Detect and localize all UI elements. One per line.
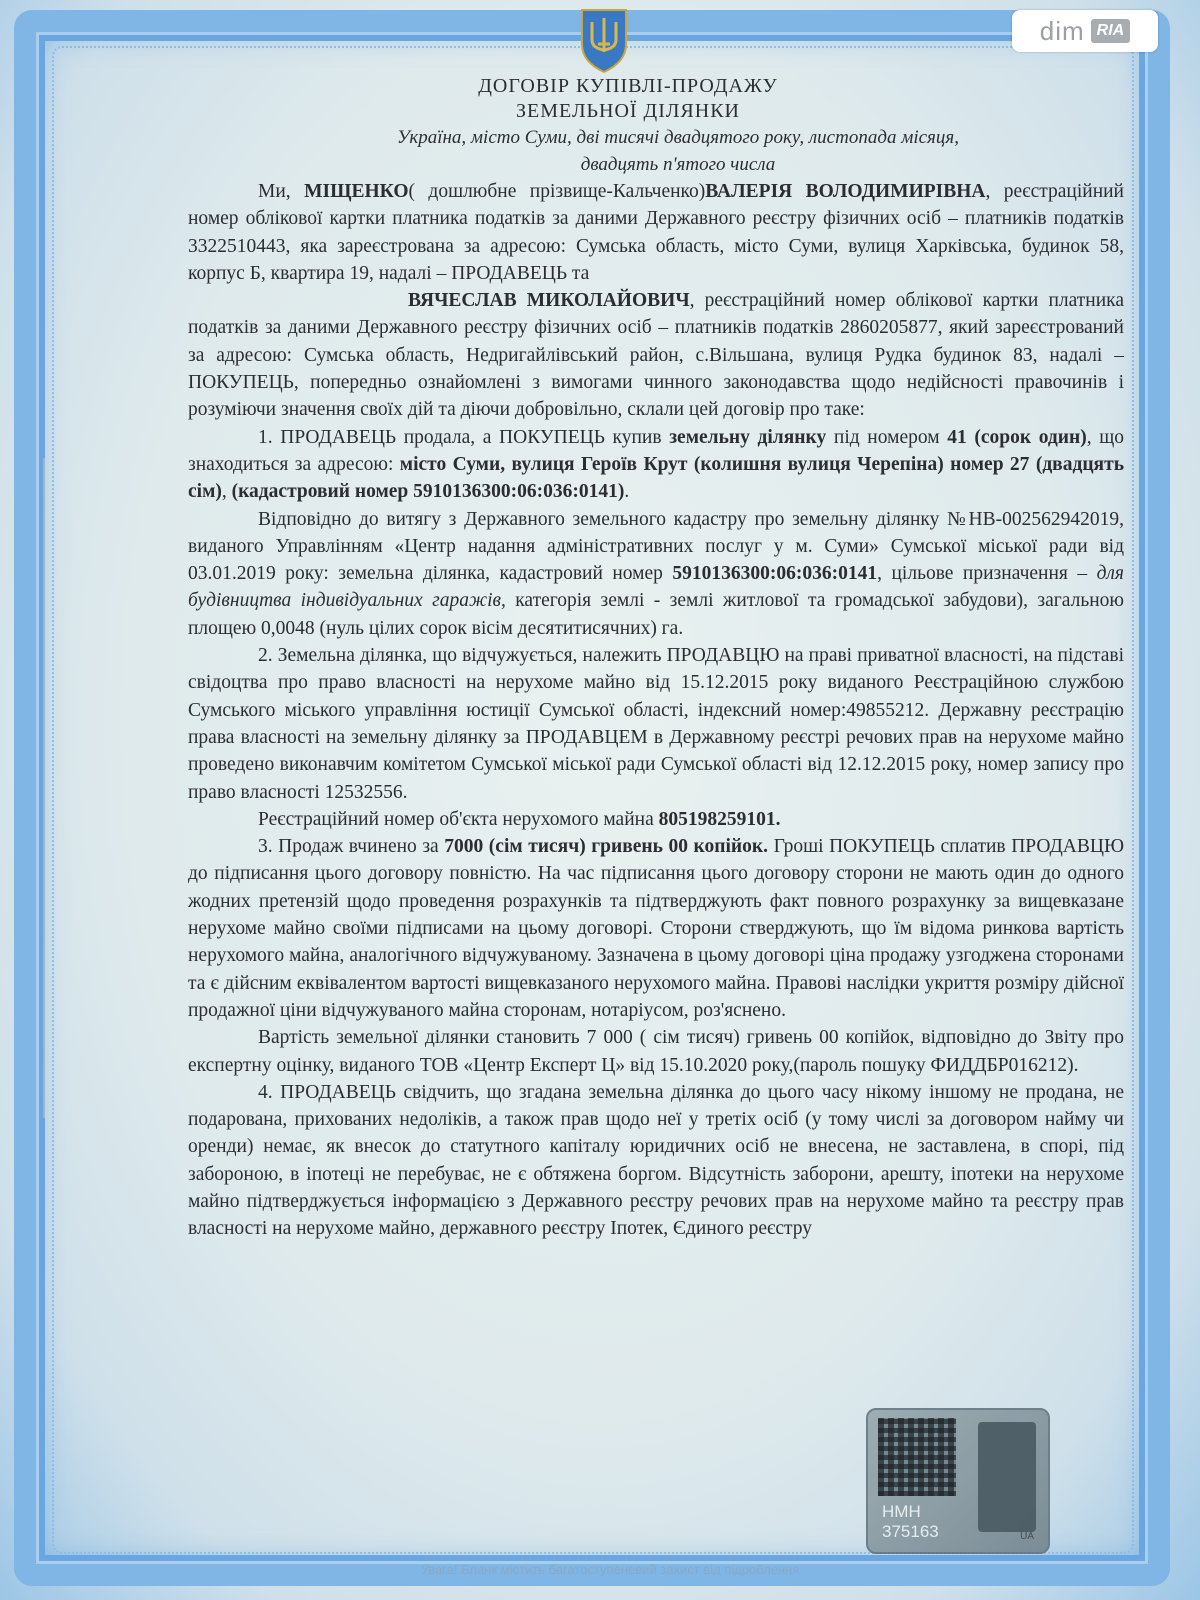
place-date-line-1: Україна, місто Суми, дві тисячі двадцятого року, листопада місяця, [397,127,959,148]
clause-1-address: місто Суми, вулиця Героїв Крут (колишня вулиця Черепіна) номер 27 (двадцять сім) [188,453,1124,503]
clause-3 [188,833,1124,1024]
registration-label: Реєстраційний номер об'єкта нерухомого майна [258,808,659,830]
buyer-name: ВЯЧЕСЛАВ МИКОЛАЙОВИЧ [408,290,690,312]
clause-1-plot-number: 41 (сорок один) [947,426,1087,448]
clause-1-text: . [624,481,630,503]
registration-value: 805198259101. [658,808,781,830]
place-date-line-2: двадцять п'ятого числа [580,154,776,175]
dim-ria-logo[interactable] [1012,10,1158,52]
seller-surname: МІЩЕНКО [304,181,409,202]
document-title [308,74,948,124]
qr-code-icon [878,1418,956,1496]
clause-2: 2. Земельна ділянка, що відчужується, належить ПРОДАВЦЮ на праві приватної власності, на підставі свідоцтва про право власності на нерухоме майно від 15.12.2015 року виданого Реєстраційною службою Сумського міського управління юстиції Сумської області, індексний номер:49855212. Державну реєстрацію права власності на земельну ділянку за ПРОДАВЦЕМ в Державному реєстрі речових прав на нерухоме майно проведено виконавчим комітетом Сумської міської ради Сумської області від 12.12.2015 року, номер запису про право власності 12532556. [188,645,1124,803]
seller-paragraph [188,178,1124,287]
extract-text: категорія землі - землі житлової та громадської забудови), загальною площею 0,0048 (нуль цілих сорок вісім десятитисячних) га. [188,590,1124,639]
buyer-paragraph [188,287,1124,423]
clause-1-text: 1. ПРОДАВЕЦЬ продала, а ПОКУПЕЦЬ купив [258,426,670,448]
seller-details: , реєстраційний номер облікової картки платника податків за даними Державного реєстру фізичних осіб – платників податків 3322510443, яка зареєстрована за адресою: Сумська область, місто Суми, вулиця Харківська, будинок 58, корпус Б, квартира 19, надалі – ПРОДАВЕЦЬ та [188,181,1124,284]
extract-cadastral: 5910136300:06:036:0141 [672,563,878,585]
clause-1-extract [188,506,1124,642]
buyer-details: , реєстраційний номер облікової картки платника податків за даними Державного реєстру фізичних осіб – платників податків 2860205877, який зареєстрований за адресою: Сумська область, Недригайлівський район, с.Вільшана, вулиця Рудка будинок 83, надалі – ПОКУПЕЦЬ, попередньо ознайомлені з вимогами чинного законодавства щодо недійсності правочинів і розуміючи значення своїх дій та діючи добровільно, склали цей договір про таке: [188,290,1124,421]
seal-series: НМН [882,1502,921,1521]
blank-protection-note: Увага! Бланк містить багатоступеневий захист від підроблення [420,1562,800,1577]
seller-intro: Ми, [258,181,305,202]
clause-1-text: під номером [826,426,948,448]
registration-number [188,806,1124,833]
clause-1-text: , [221,481,232,503]
seller-name: ВАЛЕРІЯ ВОЛОДИМИРІВНА [705,181,986,202]
security-hologram [866,1408,1050,1554]
clause-1-cadastral: (кадастровий номер 5910136300:06:036:0141) [231,481,625,503]
clause-3-value: Вартість земельної ділянки становить 7 000 ( сім тисяч) гривень 00 копійок, відповідно до Звіту про експертну оцінку, виданого ТОВ «Центр Експерт Ц» від 15.10.2020 року,(пароль пошуку ФИДДБР016212). [188,1027,1124,1076]
clause-3-text: 3. Продаж вчинено за [258,836,445,858]
extract-text: , цільове призначення – [877,563,1097,585]
seal-number: 375163 [882,1522,939,1541]
clause-1-text: , що знаходиться за адресою: [188,426,1125,475]
clause-3-price: 7000 (сім тисяч) гривень 00 копійок. [444,836,769,858]
seal-country: UA [1020,1531,1034,1542]
title-line-2: ЗЕМЕЛЬНОЇ ДІЛЯНКИ [515,100,740,122]
extract-purpose: для будівництва індивідуальних гаражів, [188,563,1124,612]
title-line-1: ДОГОВІР КУПІВЛІ-ПРОДАЖУ [478,75,778,97]
seller-maiden-name: ( дошлюбне прізвище-Кальченко) [408,181,706,202]
clause-1 [188,424,1124,506]
trident-emblem-icon [574,4,634,74]
logo-text: dim [1039,15,1085,46]
extract-text: Відповідно до витягу з Державного земельного кадастру про земельну ділянку №НВ-002562942019, виданого Управлінням «Центр надання адміністративних послуг у м. Суми» Сумської міської ради від 03.01.2019 року: земельна ділянка, кадастровий номер [188,508,1124,585]
ukraine-map-icon [978,1422,1036,1532]
seal-code [882,1502,939,1542]
clause-1-subject: земельну ділянку [669,426,827,448]
contract-body [188,74,1124,1243]
place-date [248,124,1108,178]
margin-line [43,458,45,1118]
clause-4: 4. ПРОДАВЕЦЬ свідчить, що згадана земельна ділянка до цього часу нікому іншому не продана, не подарована, прихованих недоліків, а також прав щодо неї у третіх осіб (у тому числі за договором найму чи оренди) немає, як внесок до статутного капіталу юридичних осіб не внесена, не заставлена, в спорі, під забороною, в іпотеці не перебуває, не є обтяжена боргом. Відсутність заборони, арешту, іпотеки на нерухоме майно підтверджується інформацією з Державного реєстру речових прав на нерухоме майно та реєстру прав власності на нерухоме майно, державного реєстру Іпотек, Єдиного реєстру [188,1081,1124,1240]
logo-badge: RIA [1091,19,1131,43]
clause-3-text: Гроші ПОКУПЕЦЬ сплатив ПРОДАВЦЮ до підписання цього договору повністю. На час підписання цього договору сторони не мають один до одного жодних претензій щодо проведення розрахунків та підтверджують факт повного розрахунку за вищевказане нерухоме майно своїми підписами на цьому договорі. Сторони стверджують, що їм відома ринкова вартість нерухомого майна, аналогічного відчужуваному. Зазначена в цьому договорі ціна продажу узгоджена сторонами та є дійсним еквівалентом вартості вищевказаного нерухомого майна. Правові наслідки укриття розміру дійсної продажної ціни відчужуваного майна сторонам, нотаріусом, роз'яснено. [188,836,1124,1021]
